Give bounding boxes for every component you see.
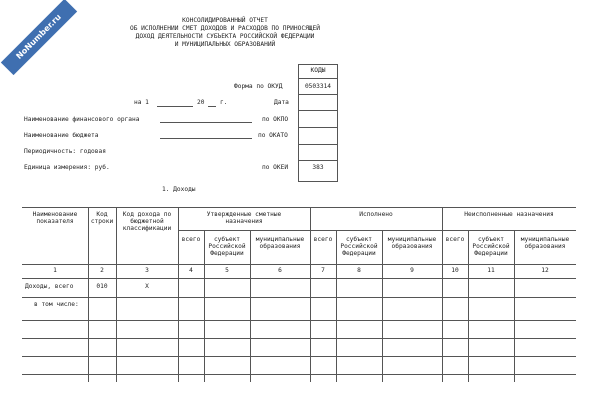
sub-subject-2b: Российской [340, 243, 378, 250]
sub-total-1: всего [181, 236, 201, 243]
okato-label: по ОКАТО [258, 132, 288, 139]
sub-municipal-2b: образования [391, 243, 433, 250]
col-num-8: 8 [357, 267, 361, 274]
title-line3: ДОХОД ДЕЯТЕЛЬНОСТИ СУБЪЕКТА РОССИЙСКОЙ ФЕДЕРАЦИИ [135, 33, 315, 40]
col-num-6: 6 [278, 267, 282, 274]
col-num-12: 12 [541, 267, 549, 274]
col-num-7: 7 [321, 267, 325, 274]
col-num-4: 4 [189, 267, 193, 274]
header-name-2: показателя [36, 218, 74, 225]
sub-subject-1c: Федерации [210, 250, 244, 257]
okei-value: 383 [312, 164, 324, 171]
header-class-2: бюджетной [130, 218, 164, 225]
col-num-9: 9 [410, 267, 414, 274]
sub-municipal-2a: муниципальные [387, 236, 437, 243]
title-line1: КОНСОЛИДИРОВАННЫЙ ОТЧЕТ [182, 17, 268, 24]
section-title: 1. Доходы [162, 186, 196, 193]
sub-subject-3c: Федерации [474, 250, 508, 257]
col-num-11: 11 [487, 267, 495, 274]
header-unexecuted: Неисполненные назначения [464, 211, 554, 218]
date-suffix: г. [220, 99, 228, 106]
okei-label: по ОКЕИ [262, 164, 289, 171]
header-approved-2: назначения [225, 218, 263, 225]
row2-name: в том числе: [34, 301, 79, 308]
col-num-10: 10 [451, 267, 459, 274]
sub-municipal-3a: муниципальные [520, 236, 570, 243]
sub-subject-2c: Федерации [342, 250, 376, 257]
form-label: Форма по ОКУД [234, 83, 283, 90]
sub-subject-1b: Российской [208, 243, 246, 250]
watermark: NoNumber.ru [1, 0, 77, 75]
title-line2: ОБ ИСПОЛНЕНИИ СМЕТ ДОХОДОВ И РАСХОДОВ ПО ПРИНОСЯЩЕЙ [130, 25, 320, 32]
header-approved: Утвержденные сметные [206, 211, 282, 218]
sub-subject-3a: субъект [477, 236, 505, 243]
date-prefix: на 1 [134, 99, 149, 106]
sub-municipal-1b: образования [259, 243, 301, 250]
periodicity-label: Периодичность: годовая [24, 148, 106, 155]
col-num-5: 5 [225, 267, 229, 274]
fin-org-label: Наименование финансового органа [24, 116, 140, 123]
row1-code: 010 [96, 283, 108, 290]
sub-municipal-3b: образования [524, 243, 566, 250]
sub-subject-3b: Российской [472, 243, 510, 250]
sub-municipal-1a: муниципальные [255, 236, 305, 243]
codes-header: КОДЫ [310, 67, 326, 74]
col-num-1: 1 [53, 267, 57, 274]
header-code-1: Код [96, 211, 108, 218]
header-class-1: Код дохода по [122, 211, 172, 218]
row1-name: Доходы, всего [25, 283, 74, 290]
col-num-2: 2 [100, 267, 104, 274]
header-name-1: Наименование [32, 211, 78, 218]
col-num-3: 3 [145, 267, 149, 274]
date-label: Дата [274, 99, 289, 106]
sub-subject-2a: субъект [345, 236, 373, 243]
header-class-3: классификации [122, 225, 172, 232]
form-value: 0503314 [304, 83, 332, 90]
okpo-label: по ОКПО [262, 116, 289, 123]
row1-class: X [145, 283, 149, 290]
sub-total-2: всего [313, 236, 333, 243]
budget-label: Наименование бюджета [24, 132, 99, 139]
header-code-2: строки [90, 218, 114, 225]
date-mid: 20 [197, 99, 205, 106]
header-executed: Исполнено [359, 211, 393, 218]
sub-total-3: всего [445, 236, 465, 243]
title-line4: И МУНИЦИПАЛЬНЫХ ОБРАЗОВАНИЙ [174, 41, 276, 48]
unit-label: Единица измерения: руб. [24, 164, 110, 171]
sub-subject-1a: субъект [213, 236, 241, 243]
